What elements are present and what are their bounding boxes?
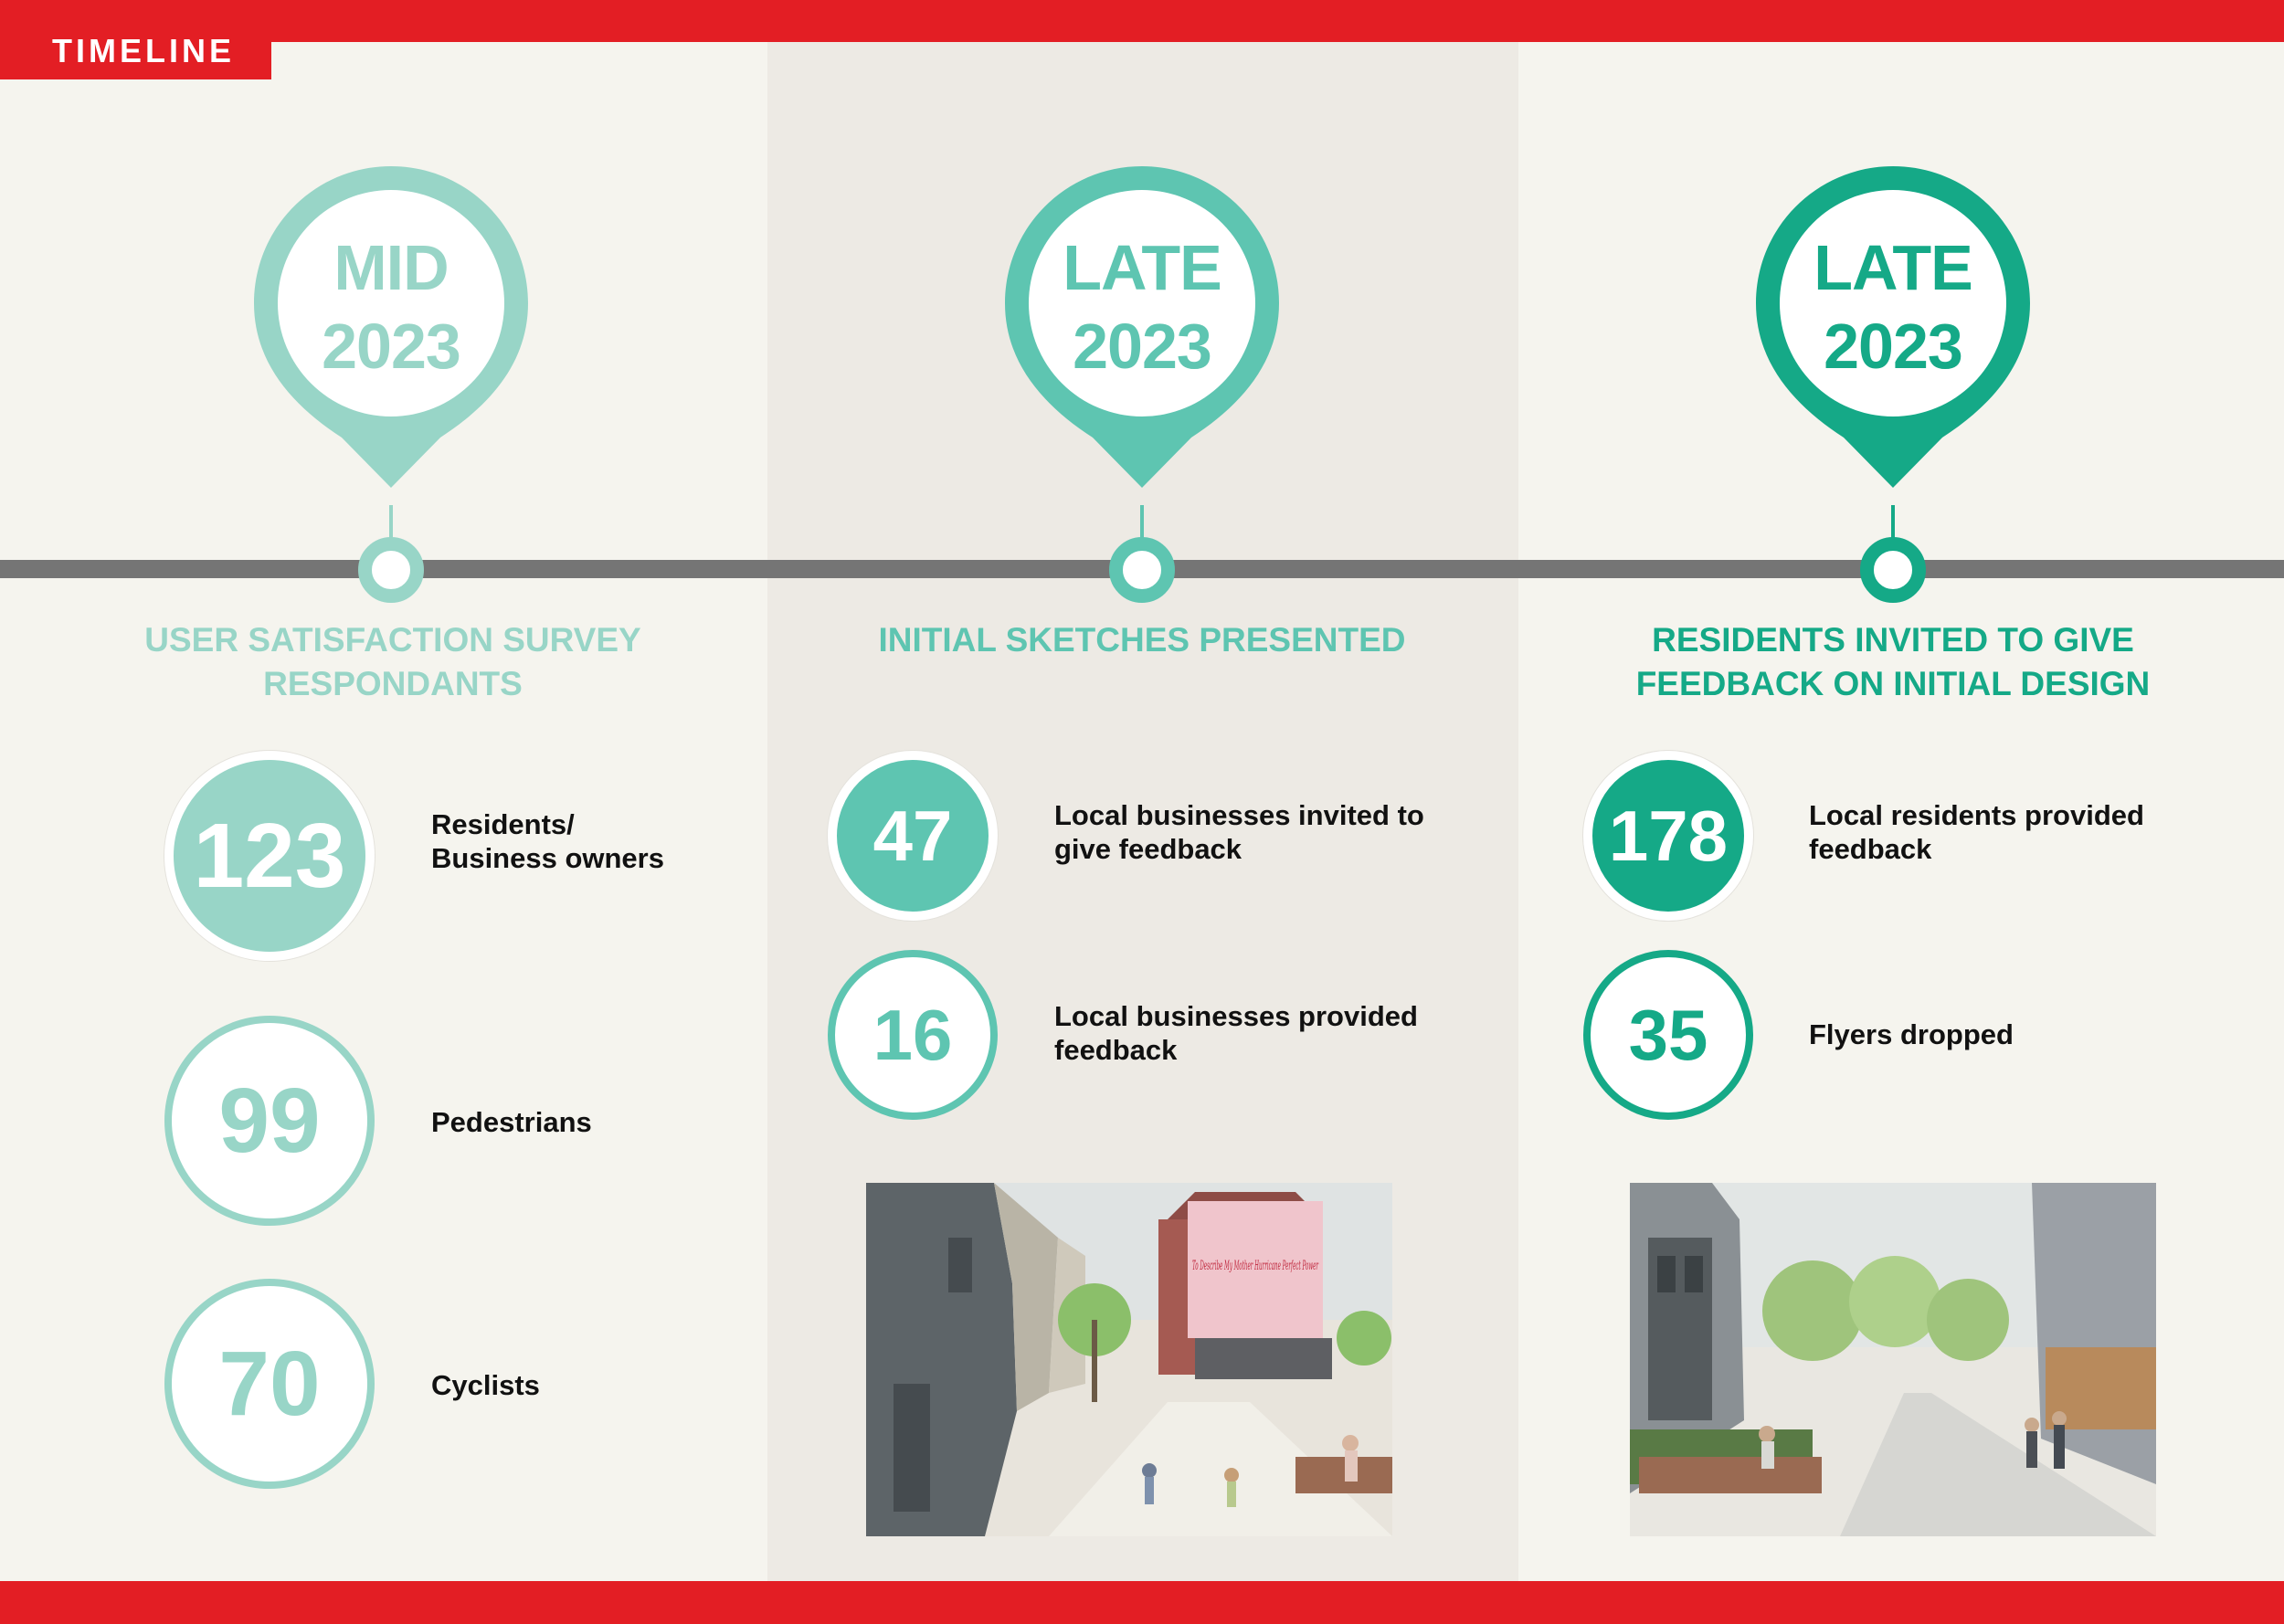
stat-value: 16 <box>872 994 953 1075</box>
stage-3-stem <box>1891 505 1895 542</box>
stage-3-pin <box>1756 166 2037 495</box>
stat-badge-flyers <box>1583 950 1753 1120</box>
stage-2-stem <box>1140 505 1144 542</box>
stage-2-heading: INITIAL SKETCHES PRESENTED <box>878 621 1406 659</box>
stage-2-node <box>1109 537 1175 603</box>
stat-label-flyers: Flyers dropped <box>1809 1018 2014 1050</box>
stat-label-residents: Residents/ Business owners <box>431 808 664 874</box>
stat-badge-pedestrians <box>164 1016 375 1226</box>
stage-3-node <box>1860 537 1926 603</box>
stat-badge-cyclists <box>164 1279 375 1489</box>
stage-1-node <box>358 537 424 603</box>
stat-label-businesses-feedback: Local businesses provided feedback <box>1054 1000 1418 1066</box>
stage-1-heading: USER SATISFACTION SURVEY RESPONDANTS <box>144 621 641 702</box>
timeline-tab: TIMELINE <box>0 0 271 79</box>
mural-text: To Describe My Mother Hurricane Perfect Power <box>1192 1259 1319 1273</box>
stat-badge-businesses-feedback <box>828 950 998 1120</box>
stage-3-pin-line1: LATE <box>1813 232 1972 303</box>
street-sketch-illustration-1 <box>866 1183 1392 1536</box>
stat-label-businesses-invited: Local businesses invited to give feedback <box>1054 799 1424 865</box>
stat-label-pedestrians: Pedestrians <box>431 1106 592 1138</box>
stage-1-pin <box>254 166 535 495</box>
stat-label-residents-feedback: Local residents provided feedback <box>1809 799 2144 865</box>
stat-value: 123 <box>193 804 346 907</box>
bottom-red-bar <box>0 1581 2284 1624</box>
stat-value: 47 <box>872 795 953 876</box>
stage-2-pin <box>1005 166 1286 495</box>
stage-1-pin-line2: 2023 <box>322 311 460 382</box>
stat-value: 70 <box>218 1332 321 1435</box>
stat-value: 35 <box>1628 994 1708 1075</box>
stage-3-pin-line2: 2023 <box>1824 311 1962 382</box>
top-red-bar <box>0 0 2284 42</box>
stat-badge-residents <box>164 751 375 961</box>
stat-value: 99 <box>218 1069 321 1172</box>
stat-badge-residents-feedback <box>1583 751 1753 921</box>
stage-1-pin-line1: MID <box>333 232 449 303</box>
stage-3-heading: RESIDENTS INVITED TO GIVE FEEDBACK ON INITIAL DESIGN <box>1635 621 2151 702</box>
stage-1-stem <box>389 505 393 542</box>
stat-value: 178 <box>1608 795 1729 876</box>
stage-2-pin-line2: 2023 <box>1073 311 1211 382</box>
street-sketch-illustration-2 <box>1630 1183 2156 1536</box>
stage-2-pin-line1: LATE <box>1063 232 1221 303</box>
stat-badge-businesses-invited <box>828 751 998 921</box>
stat-label-cyclists: Cyclists <box>431 1369 540 1401</box>
